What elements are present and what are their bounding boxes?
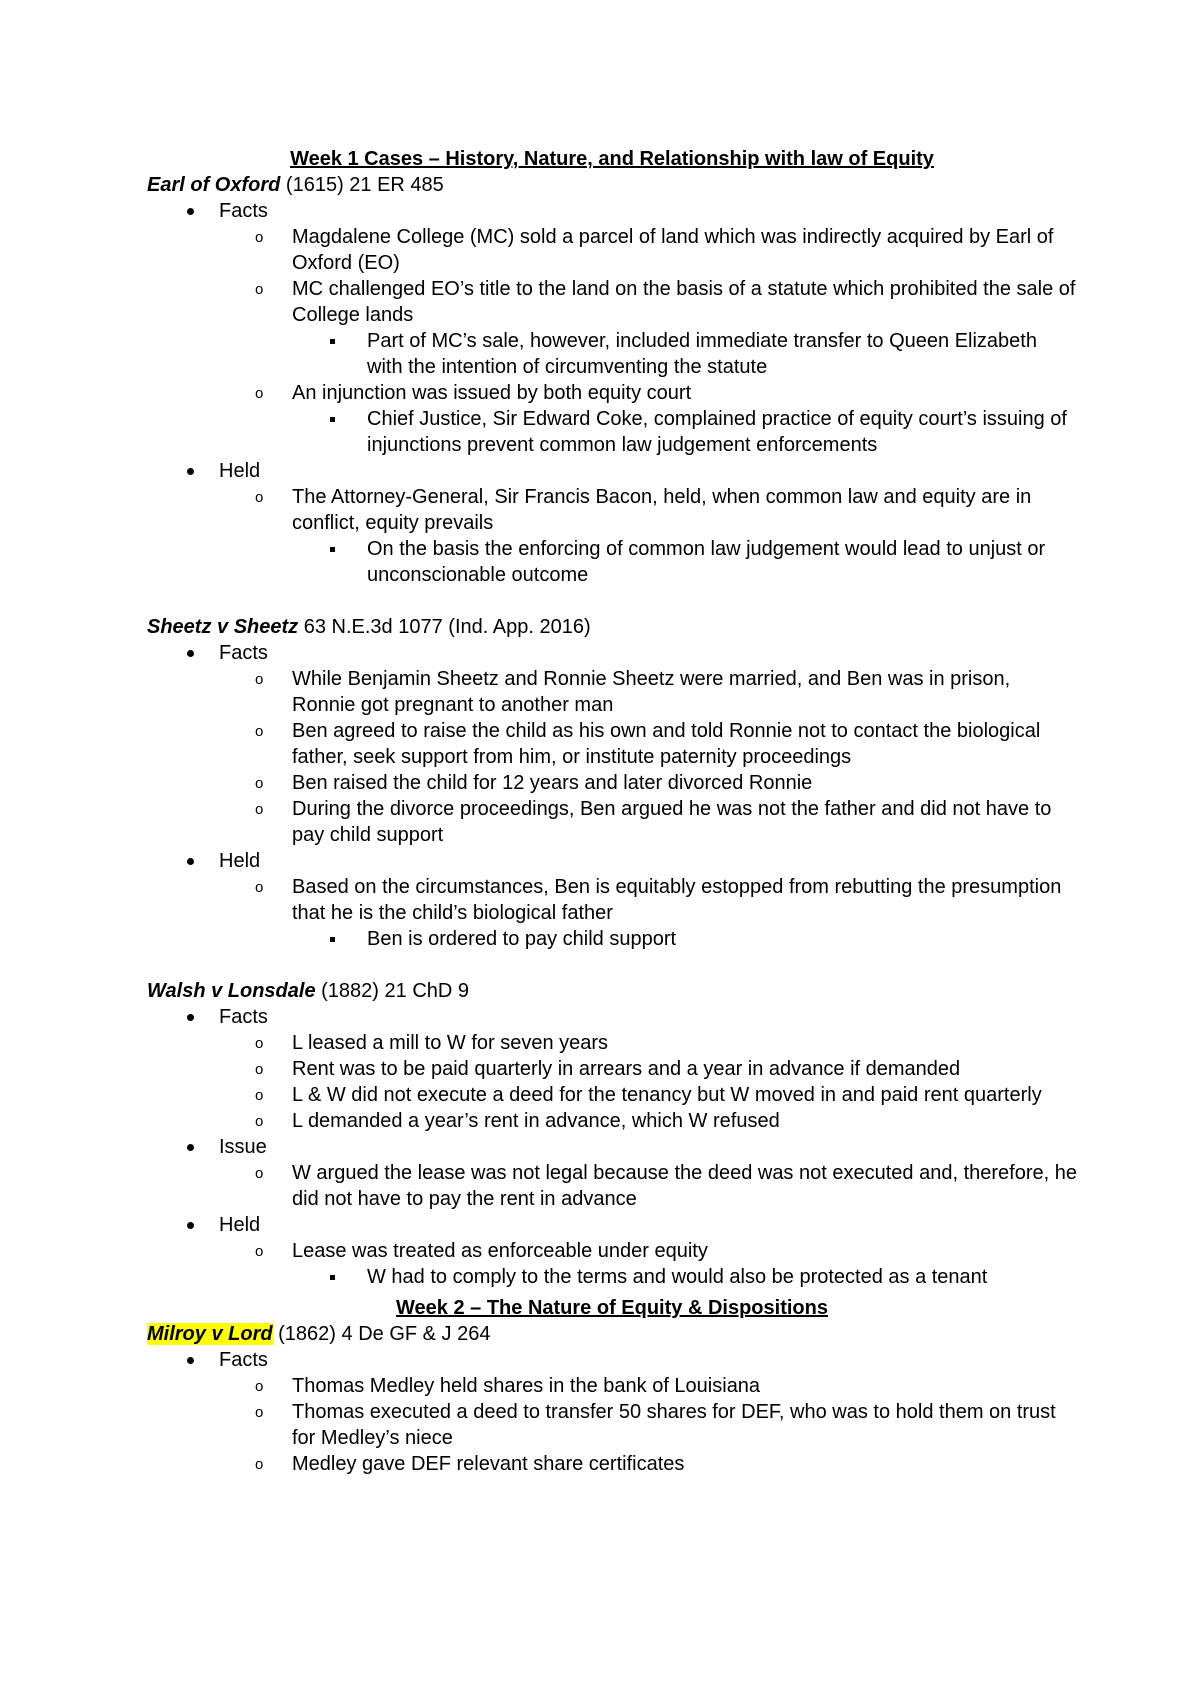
list-item: Chief Justice, Sir Edward Coke, complained practice of equity court’s issuing of injunctions prevent common law judgement enforcements: [147, 406, 1077, 458]
square-bullet-icon: [330, 339, 335, 344]
circle-bullet-icon: o: [255, 1035, 264, 1052]
list-item: On the basis the enforcing of common law judgement would lead to unjust or unconscionable outcome: [147, 536, 1077, 588]
case-name: Sheetz v Sheetz: [147, 616, 299, 638]
circle-bullet-icon: o: [255, 489, 264, 506]
bullet-icon: [187, 208, 194, 215]
case-outline: [147, 1347, 1077, 1477]
circle-bullet-icon: o: [255, 1165, 264, 1182]
list-item: o During the divorce proceedings, Ben argued he was not the father and did not have to pay child support: [255, 798, 1052, 846]
circle-bullet-icon: o: [255, 723, 264, 740]
circle-bullet-icon: o: [255, 1061, 264, 1078]
square-bullet-icon: [330, 1275, 335, 1280]
week1-heading: Week 1 Cases – History, Nature, and Relationship with law of Equity: [290, 148, 934, 170]
square-bullet-icon: [330, 547, 335, 552]
list-item: o The Attorney-General, Sir Francis Bacon, held, when common law and equity are in conflict, equity prevails: [255, 486, 1032, 534]
list-item: o L & W did not execute a deed for the tenancy but W moved in and paid rent quarterly: [147, 1082, 1077, 1108]
list-item: o W argued the lease was not legal because the deed was not executed and, therefore, he did not have to pay the rent in advance: [255, 1162, 1077, 1210]
circle-bullet-icon: o: [255, 1456, 264, 1473]
circle-bullet-icon: o: [255, 1243, 264, 1260]
list-item: W had to comply to the terms and would also be protected as a tenant: [147, 1264, 1077, 1290]
bullet-icon: [187, 1222, 194, 1229]
list-item: Facts: [147, 640, 1077, 666]
bullet-icon: [187, 1357, 194, 1364]
list-item: o Rent was to be paid quarterly in arrears and a year in advance if demanded: [147, 1056, 1077, 1082]
list-item: o Based on the circumstances, Ben is equitably estopped from rebutting the presumption that he is the child’s biological father: [255, 876, 1062, 924]
case-name: Walsh v Lonsdale: [147, 980, 316, 1002]
case-citation: (1862) 4 De GF & J 264: [278, 1323, 491, 1345]
bullet-icon: [187, 650, 194, 657]
case-outline: [147, 198, 1077, 588]
list-item: o Thomas executed a deed to transfer 50 shares for DEF, who was to hold them on trust for Medley’s niece: [255, 1401, 1056, 1449]
circle-bullet-icon: o: [255, 281, 264, 298]
list-item: o Ben agreed to raise the child as his own and told Ronnie not to contact the biological father, seek support from him, or institute paternity proceedings: [255, 720, 1041, 768]
spacer: [147, 588, 1077, 614]
list-item: o Ben raised the child for 12 years and later divorced Ronnie: [147, 770, 1077, 796]
square-bullet-icon: [330, 417, 335, 422]
list-item: o L leased a mill to W for seven years: [147, 1030, 1077, 1056]
list-item: Facts: [147, 1004, 1077, 1030]
circle-bullet-icon: o: [255, 1378, 264, 1395]
bullet-icon: [187, 468, 194, 475]
spacer: [147, 952, 1077, 978]
bullet-icon: [187, 1014, 194, 1021]
list-item: Facts: [147, 198, 1077, 224]
bullet-icon: [187, 1144, 194, 1151]
document-content: [147, 146, 1077, 1477]
list-item: o Medley gave DEF relevant share certificates: [147, 1451, 1077, 1477]
list-item: Held: [147, 1212, 1077, 1238]
case-outline: [147, 640, 1077, 952]
case-name: Milroy v Lord: [147, 1323, 273, 1345]
case-title-sheetz: [147, 614, 1077, 640]
circle-bullet-icon: o: [255, 775, 264, 792]
circle-bullet-icon: o: [255, 1087, 264, 1104]
case-citation: (1882) 21 ChD 9: [321, 980, 470, 1002]
case-name: Earl of Oxford: [147, 174, 281, 196]
list-item: o Lease was treated as enforceable under equity: [147, 1238, 1077, 1264]
circle-bullet-icon: o: [255, 229, 264, 246]
case-citation: 63 N.E.3d 1077 (Ind. App. 2016): [303, 616, 591, 638]
circle-bullet-icon: o: [255, 671, 264, 688]
case-title-walsh: [147, 978, 1077, 1004]
list-item: o L demanded a year’s rent in advance, which W refused: [147, 1108, 1077, 1134]
case-citation: (1615) 21 ER 485: [285, 174, 444, 196]
case-title-milroy: [147, 1321, 1077, 1347]
square-bullet-icon: [330, 937, 335, 942]
list-item: o An injunction was issued by both equity court: [147, 380, 1077, 406]
case-title-earl-of-oxford: [147, 172, 1077, 198]
circle-bullet-icon: o: [255, 1113, 264, 1130]
case-outline: [147, 1004, 1077, 1290]
list-item: o Magdalene College (MC) sold a parcel of land which was indirectly acquired by Earl of Oxford (EO): [255, 226, 1054, 274]
list-item: Held: [147, 848, 1077, 874]
circle-bullet-icon: o: [255, 385, 264, 402]
list-item: Part of MC’s sale, however, included immediate transfer to Queen Elizabeth with the intention of circumventing the statute: [147, 328, 1077, 380]
bullet-icon: [187, 858, 194, 865]
list-item: o Thomas Medley held shares in the bank of Louisiana: [147, 1373, 1077, 1399]
circle-bullet-icon: o: [255, 879, 264, 896]
list-item: Facts: [147, 1347, 1077, 1373]
circle-bullet-icon: o: [255, 1404, 264, 1421]
list-item: Ben is ordered to pay child support: [147, 926, 1077, 952]
week2-heading: Week 2 – The Nature of Equity & Dispositions: [396, 1297, 828, 1319]
list-item: o While Benjamin Sheetz and Ronnie Sheetz were married, and Ben was in prison, Ronnie got pregnant to another man: [255, 668, 1011, 716]
circle-bullet-icon: o: [255, 801, 264, 818]
list-item: Issue: [147, 1134, 1077, 1160]
list-item: o MC challenged EO’s title to the land on the basis of a statute which prohibited the sale of College lands: [255, 278, 1076, 326]
list-item: Held: [147, 458, 1077, 484]
